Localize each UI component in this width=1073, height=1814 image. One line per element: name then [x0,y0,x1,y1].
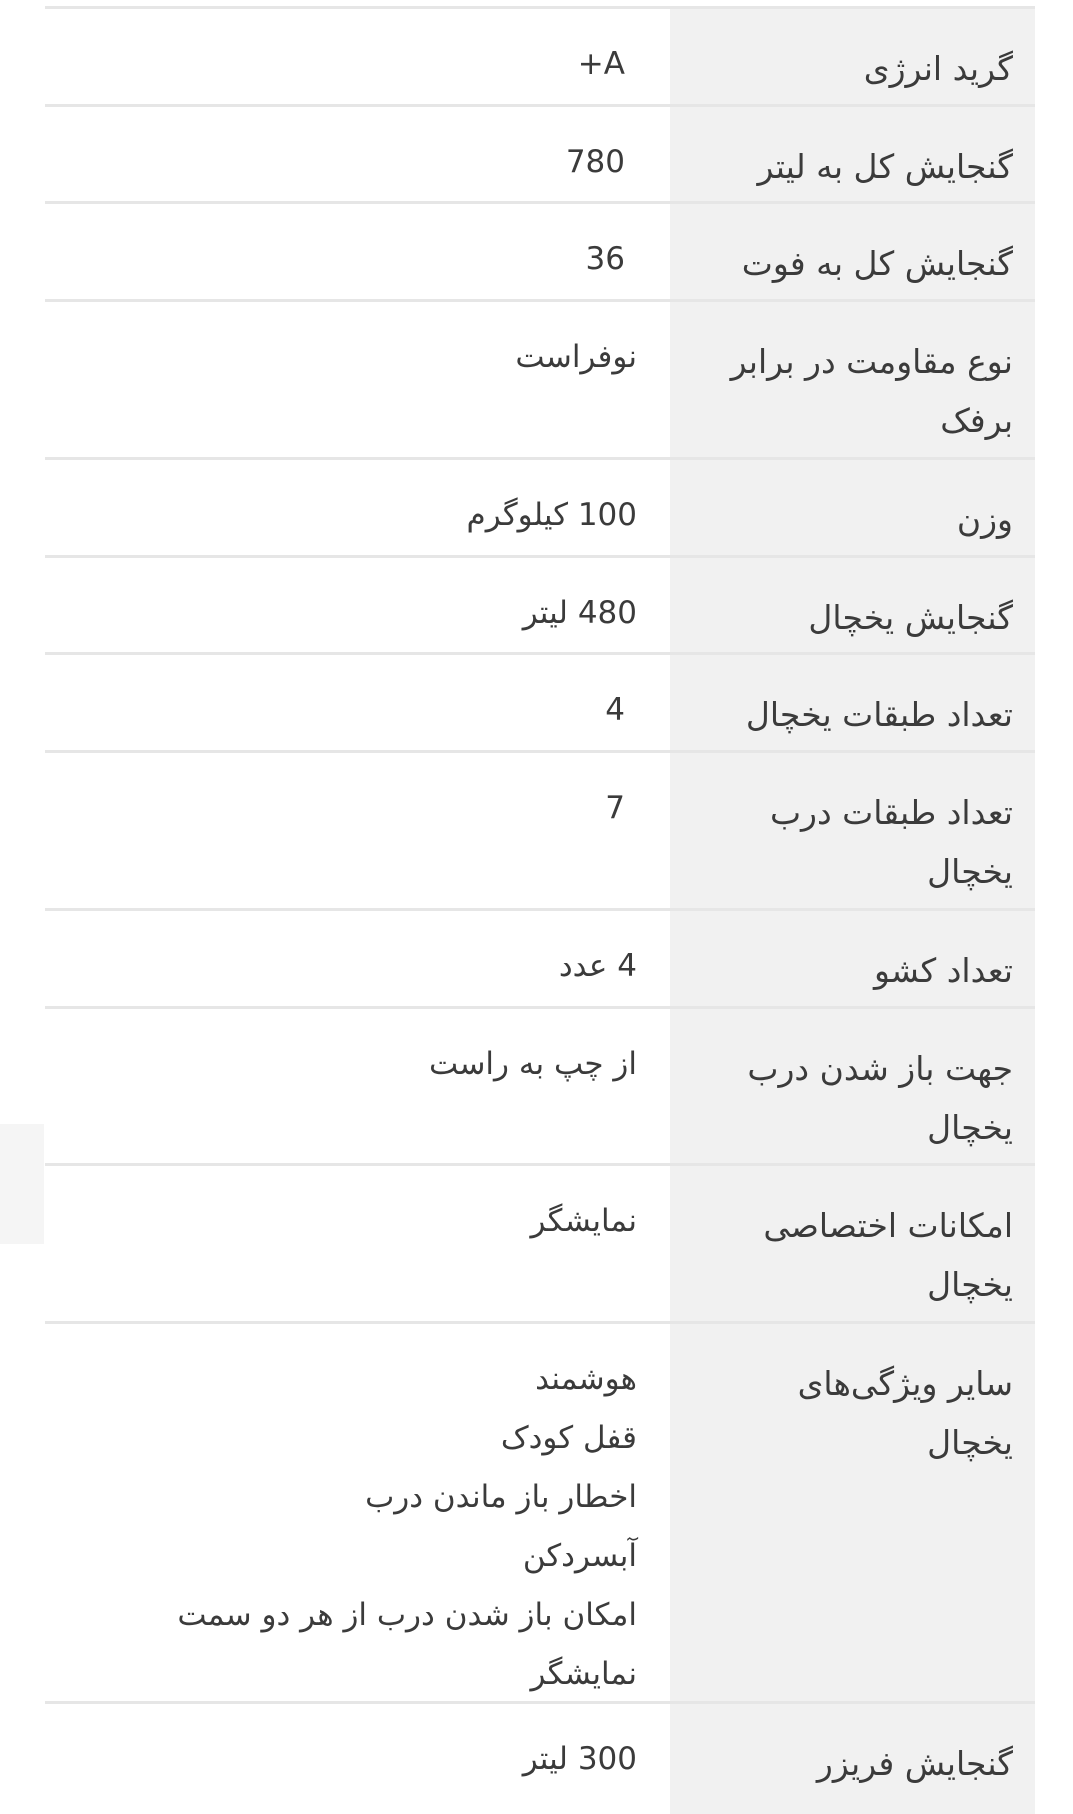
spec-row-fridge-shelves [45,655,1035,753]
spec-value-line: هوشمند [535,1361,637,1397]
side-edge-tab [0,1124,44,1244]
spec-value-line: قفل کودک [500,1420,637,1456]
spec-row-door-shelves [45,753,1035,911]
spec-label: گنجایش کل به لیتر [670,107,1035,201]
spec-value-line: نمایشگر [530,1203,637,1239]
spec-value-line: 36 [585,241,625,277]
spec-value [45,460,670,555]
spec-row-other-features [45,1324,1035,1704]
spec-label: گرید انرژی [670,9,1035,104]
spec-row-fridge-capacity [45,558,1035,655]
spec-value-line: نمایشگر [530,1656,637,1692]
spec-label: سایر ویژگی‌های یخچال [670,1324,1035,1701]
spec-value [45,1166,670,1321]
spec-value [45,302,670,457]
spec-row-door-direction [45,1009,1035,1166]
spec-label: نوع مقاومت در برابر برفک [670,302,1035,457]
spec-value [45,1704,670,1814]
spec-value-line: 7 [605,790,625,826]
spec-row-freezer-capacity [45,1704,1035,1814]
spec-row-frost-type [45,302,1035,460]
spec-value-line: 780 [565,144,625,180]
spec-value [45,558,670,652]
spec-row-exclusive-features [45,1166,1035,1324]
specifications-table [45,6,1035,1814]
spec-row-total-capacity-liter [45,107,1035,204]
spec-value [45,107,670,201]
spec-value-line: امکان باز شدن درب از هر دو سمت [177,1597,637,1633]
spec-value-line: 300 لیتر [522,1741,637,1777]
spec-value [45,204,670,299]
spec-row-energy-grade [45,9,1035,107]
spec-value-line: 4 [605,692,625,728]
spec-value [45,753,670,908]
spec-row-total-capacity-foot [45,204,1035,302]
spec-label: گنجایش کل به فوت [670,204,1035,299]
spec-value-line: 100 کیلوگرم [466,497,637,533]
spec-value [45,911,670,1006]
spec-label: گنجایش فریزر [670,1704,1035,1814]
spec-value-line: از چپ به راست [429,1046,637,1082]
spec-row-drawers [45,911,1035,1009]
spec-value-list [45,1324,670,1701]
spec-value-line: اخطار باز ماندن درب [365,1479,637,1515]
spec-value [45,1009,670,1163]
spec-value-line: 4 عدد [558,948,637,984]
spec-value-line: 480 لیتر [522,595,637,631]
spec-row-weight [45,460,1035,558]
spec-label: گنجایش یخچال [670,558,1035,652]
spec-value-line: نوفراست [515,339,637,375]
spec-label: تعداد طبقات یخچال [670,655,1035,750]
spec-label: وزن [670,460,1035,555]
spec-value [45,9,670,104]
spec-label: تعداد طبقات درب یخچال [670,753,1035,908]
spec-label: تعداد کشو [670,911,1035,1006]
spec-label: جهت باز شدن درب یخچال [670,1009,1035,1163]
spec-label: امکانات اختصاصی یخچال [670,1166,1035,1321]
spec-value-line: آبسردکن [522,1538,637,1574]
spec-value [45,655,670,750]
spec-value-line: A+ [577,46,625,82]
